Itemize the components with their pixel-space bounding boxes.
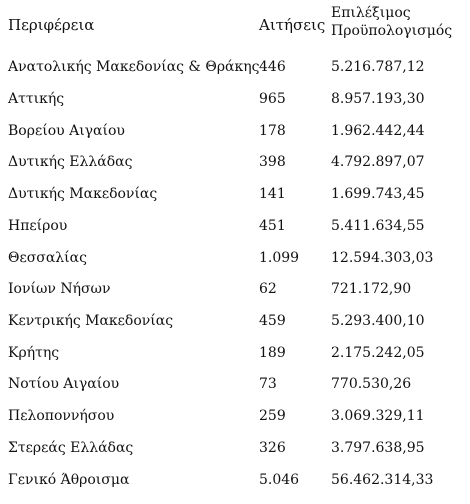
table-row: [0, 369, 470, 399]
applications-count: 62: [259, 281, 277, 297]
applications-count: 326: [259, 440, 286, 456]
budget-amount: 12.594.303,03: [331, 250, 434, 266]
budget-amount: 4.792.897,07: [331, 154, 425, 170]
budget-amount: 8.957.193,30: [331, 91, 425, 107]
budget-amount: 5.411.634,55: [331, 218, 425, 234]
total-label: Γενικό Άθροισμα: [8, 472, 130, 488]
applications-count: 965: [259, 91, 286, 107]
region-name: Ιονίων Νήσων: [8, 281, 111, 297]
applications-count: 73: [259, 376, 277, 392]
table-row: [0, 243, 470, 273]
region-name: Δυτικής Μακεδονίας: [8, 186, 158, 202]
applications-count: 451: [259, 218, 286, 234]
table-row: [0, 401, 470, 431]
table-row: [0, 211, 470, 241]
total-budget: 56.462.314,33: [331, 472, 434, 488]
table-row: [0, 338, 470, 368]
table-row: [0, 84, 470, 114]
budget-amount: 1.699.743,45: [331, 186, 425, 202]
applications-count: 189: [259, 345, 286, 361]
budget-amount: 721.172,90: [331, 281, 412, 297]
applications-count: 141: [259, 186, 286, 202]
region-name: Πελοποννήσου: [8, 408, 115, 424]
budget-amount: 2.175.242,05: [331, 345, 425, 361]
applications-count: 259: [259, 408, 286, 424]
budget-amount: 5.293.400,10: [331, 313, 425, 329]
budget-amount: 5.216.787,12: [331, 59, 425, 75]
total-applications: 5.046: [259, 472, 300, 488]
region-name: Αττικής: [8, 91, 65, 107]
applications-count: 446: [259, 59, 286, 75]
table-header-row: [0, 4, 470, 44]
budget-amount: 3.797.638,95: [331, 440, 425, 456]
region-name: Βορείου Αιγαίου: [8, 123, 125, 139]
region-name: Κεντρικής Μακεδονίας: [8, 313, 174, 329]
table-total-row: [0, 465, 470, 495]
applications-count: 178: [259, 123, 286, 139]
table-row: [0, 179, 470, 209]
applications-count: 398: [259, 154, 286, 170]
budget-amount: 3.069.329,11: [331, 408, 425, 424]
region-name: Ηπείρου: [8, 218, 68, 234]
table-row: [0, 52, 470, 82]
table-row: [0, 147, 470, 177]
budget-amount: 1.962.442,44: [331, 123, 425, 139]
table-row: [0, 433, 470, 463]
region-name: Ανατολικής Μακεδονίας & Θράκης: [8, 59, 260, 75]
region-name: Νοτίου Αιγαίου: [8, 376, 120, 392]
region-name: Δυτικής Ελλάδας: [8, 154, 133, 170]
header-applications: Αιτήσεις: [259, 16, 326, 34]
region-name: Θεσσαλίας: [8, 250, 87, 266]
table-row: [0, 306, 470, 336]
header-budget: Επιλέξιμος Προϋπολογισμός: [331, 5, 453, 39]
region-name: Κρήτης: [8, 345, 60, 361]
region-name: Στερεάς Ελλάδας: [8, 440, 134, 456]
applications-count: 1.099: [259, 250, 300, 266]
applications-count: 459: [259, 313, 286, 329]
table-row: [0, 116, 470, 146]
budget-amount: 770.530,26: [331, 376, 412, 392]
table-row: [0, 274, 470, 304]
header-region: Περιφέρεια: [8, 16, 95, 34]
